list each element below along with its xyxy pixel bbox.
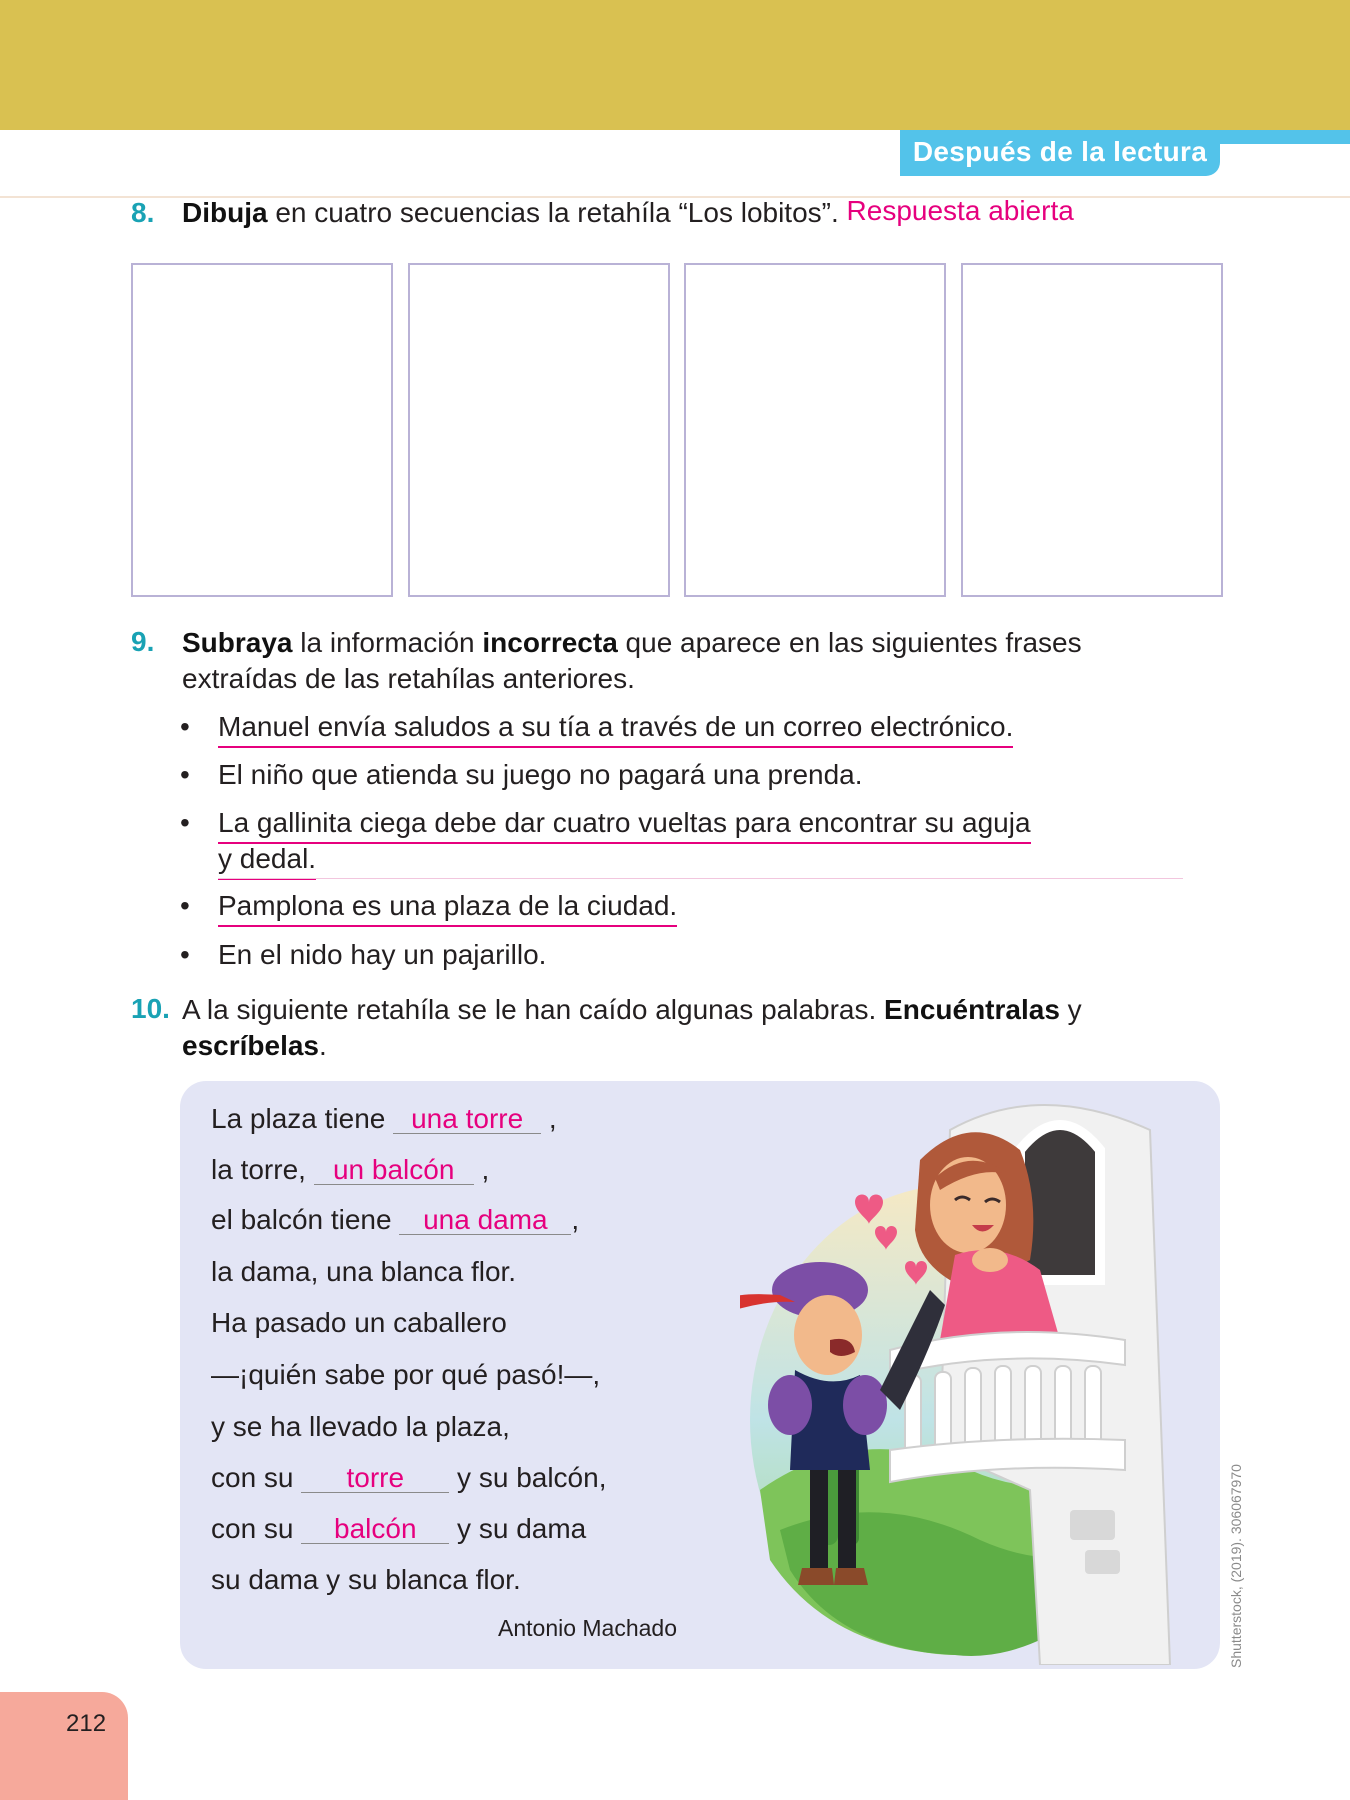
question-9-text <box>182 625 1082 661</box>
poem-line <box>211 1153 489 1187</box>
question-10-body-b: y <box>1059 994 1082 1025</box>
list-item-text[interactable]: El niño que atienda su juego no pagará una prenda. <box>218 759 863 790</box>
question-8-text <box>182 195 1074 231</box>
poem-text: con su <box>211 1513 302 1544</box>
poem-line <box>211 1512 586 1546</box>
tower-brick <box>1085 1550 1120 1574</box>
poem-line: la dama, una blanca flor. <box>211 1256 517 1287</box>
question-8-body: en cuatro secuencias la retahíla “Los lobitos”. <box>267 197 847 228</box>
lady-hands <box>972 1248 1008 1272</box>
poem-text: la torre, <box>211 1154 314 1185</box>
knight-sleeve <box>768 1375 812 1435</box>
knight-boot <box>834 1568 868 1585</box>
question-9-verb: Subraya <box>182 627 293 658</box>
poem-text: , <box>571 1204 580 1235</box>
question-10-verb-b: escríbelas <box>182 1030 319 1061</box>
question-9-text-line2: extraídas de las retahílas anteriores. <box>182 663 635 694</box>
question-8-number: 8. <box>131 197 155 228</box>
poem-text: con su <box>211 1462 302 1493</box>
knight-leg <box>838 1470 856 1570</box>
poem-text: y su dama <box>449 1513 587 1544</box>
question-10-verb-a: Encuéntralas <box>884 994 1060 1025</box>
bullet: • <box>180 711 190 742</box>
question-8-verb: Dibuja <box>182 197 268 228</box>
list-item-text[interactable]: Pamplona es una plaza de la ciudad. <box>218 888 677 927</box>
question-10-text-line2 <box>182 1028 327 1064</box>
balcony-illustration <box>740 1090 1210 1665</box>
poem-line: —¡quién sabe por qué pasó!—, <box>211 1359 601 1390</box>
list-item-text[interactable]: Manuel envía saludos a su tía a través de un correo electrónico. <box>218 709 1013 748</box>
poem-blank[interactable]: torre <box>301 1461 449 1493</box>
header-band <box>0 0 1350 130</box>
drawing-box-3[interactable] <box>684 263 946 597</box>
poem-line: y se ha llevado la plaza, <box>211 1411 510 1442</box>
list-item-text[interactable]: y dedal. <box>218 841 316 880</box>
question-9-body-a: la información <box>292 627 483 658</box>
question-10-body-c: . <box>319 1030 327 1061</box>
knight-sleeve <box>843 1375 887 1435</box>
question-10-number: 10. <box>131 993 170 1024</box>
section-tab-extension <box>1220 130 1350 144</box>
poem-blank[interactable]: una dama <box>399 1203 571 1235</box>
poem-line <box>211 1203 579 1237</box>
bullet: • <box>180 807 190 838</box>
drawing-box-1[interactable] <box>131 263 393 597</box>
page-number: 212 <box>66 1710 107 1737</box>
poem-text: La plaza tiene <box>211 1103 394 1134</box>
poem-line: Ha pasado un caballero <box>211 1307 507 1338</box>
question-8-answer: Respuesta abierta <box>846 195 1074 226</box>
poem-blank[interactable]: una torre <box>393 1102 541 1134</box>
knight-boot <box>798 1568 834 1585</box>
knight-face <box>794 1295 862 1375</box>
poem-line: su dama y su blanca flor. <box>211 1564 521 1595</box>
poem-blank[interactable]: un balcón <box>314 1153 474 1185</box>
poem-blank[interactable]: balcón <box>301 1512 449 1544</box>
question-10-body-a: A la siguiente retahíla se le han caído algunas palabras. <box>182 994 885 1025</box>
question-9-number: 9. <box>131 626 155 657</box>
answer-rule <box>218 878 1183 879</box>
image-credit: Shutterstock, (2019). 306067970 <box>1228 1464 1244 1668</box>
list-item-text[interactable]: La gallinita ciega debe dar cuatro vueltas para encontrar su aguja <box>218 805 1031 844</box>
question-10-text <box>182 992 1082 1028</box>
knight-leg <box>810 1470 828 1570</box>
bullet: • <box>180 890 190 921</box>
drawing-box-4[interactable] <box>961 263 1223 597</box>
drawing-box-2[interactable] <box>408 263 670 597</box>
page-number-tab <box>0 1692 128 1800</box>
question-9-emphasis: incorrecta <box>482 627 618 658</box>
list-item-text[interactable]: En el nido hay un pajarillo. <box>218 939 547 970</box>
bullet: • <box>180 939 190 970</box>
poem-text: y su balcón, <box>449 1462 607 1493</box>
bullet: • <box>180 759 190 790</box>
poem-text: , <box>541 1103 557 1134</box>
section-label: Después de la lectura <box>912 136 1208 167</box>
poem-author: Antonio Machado <box>498 1615 678 1641</box>
poem-text: el balcón tiene <box>211 1204 400 1235</box>
poem-text: , <box>473 1154 490 1185</box>
poem-line <box>211 1102 557 1136</box>
poem-line <box>211 1461 606 1495</box>
tower-brick <box>1070 1510 1115 1540</box>
question-9-body-b: que aparece en las siguientes frases <box>617 627 1082 658</box>
